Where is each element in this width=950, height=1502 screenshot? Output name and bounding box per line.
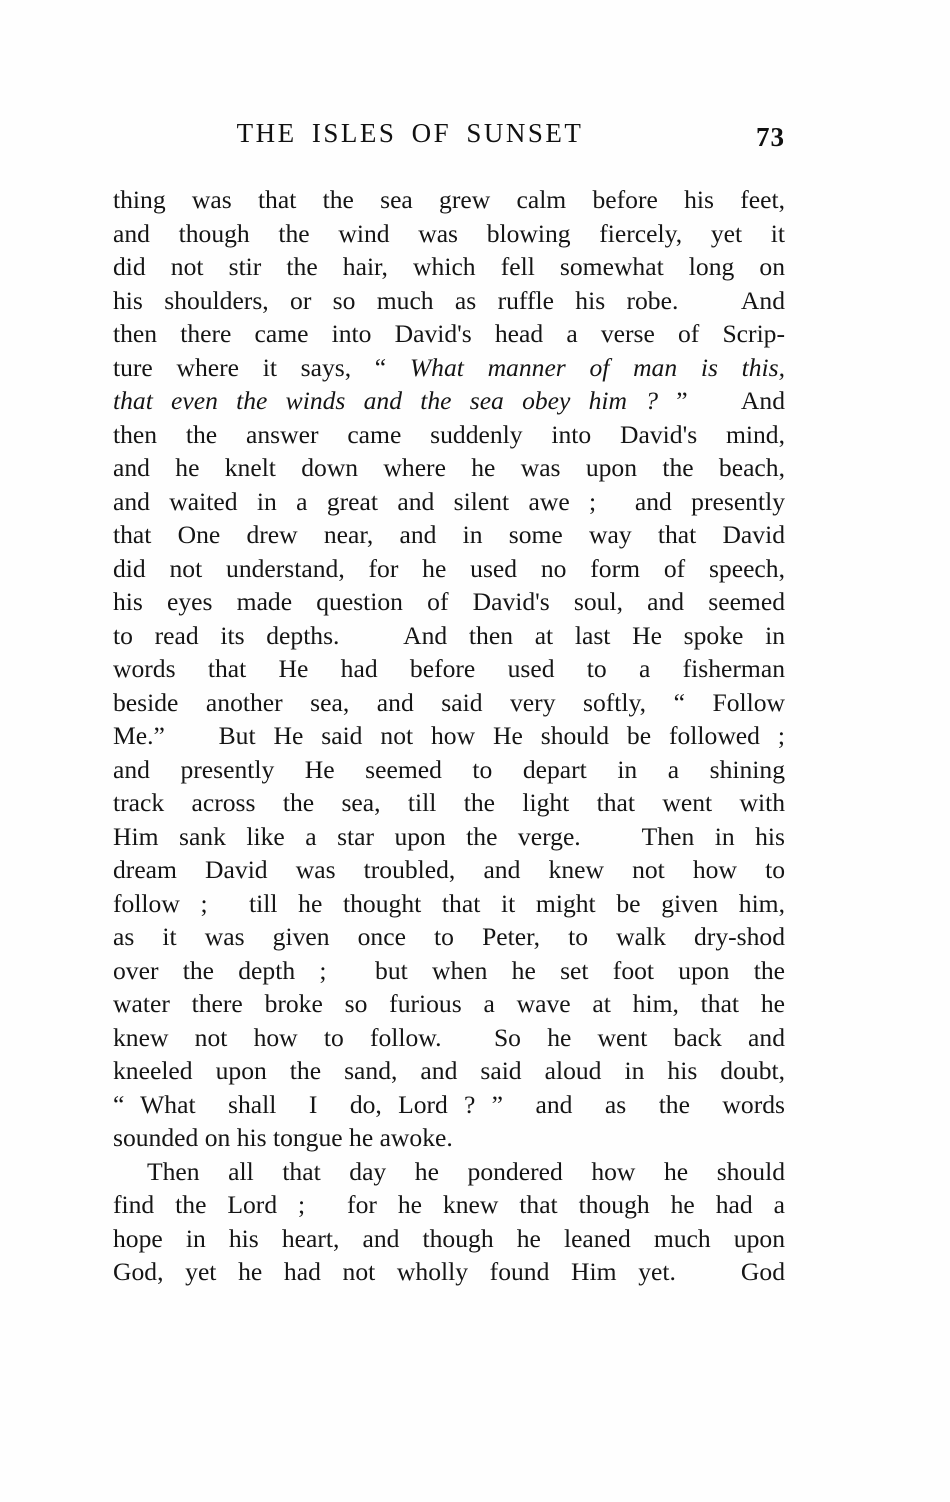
text-line: over the depth ; but when he set foot upon the	[113, 955, 785, 985]
text-line: his eyes made question of David's soul, and seemed	[113, 587, 785, 616]
text-line: thing was that the sea grew calm before his feet,	[113, 185, 785, 214]
text-line: that One drew near, and in some way that David	[113, 520, 785, 549]
text-line: knew not how to follow. So he went back and	[113, 1022, 785, 1052]
text-line: dream David was troubled, and knew not how to	[113, 855, 785, 884]
text-line: God, yet he had not wholly found Him yet. God	[113, 1257, 785, 1286]
page-header	[115, 118, 785, 162]
text-line: sounded on his tongue he awoke.	[113, 1123, 453, 1152]
text-line: ture where it says, “ What manner of man is this,	[113, 352, 785, 382]
running-title: THE ISLES OF SUNSET	[236, 118, 584, 148]
text-line: Me.” But He said not how He should be followed ;	[113, 721, 785, 750]
paragraph	[113, 1155, 785, 1289]
paragraph	[113, 183, 785, 1155]
text-line: did not understand, for he used no form of speech,	[113, 553, 785, 583]
text-line: follow ; till he thought that it might be given him,	[113, 888, 785, 918]
text-line: water there broke so furious a wave at him, that he	[113, 989, 785, 1018]
text-line: Him sank like a star upon the verge. Then in his	[113, 821, 785, 851]
text-line: his shoulders, or so much as ruffle his robe. And	[113, 285, 785, 315]
page-body	[113, 183, 785, 1289]
text-line: then the answer came suddenly into David's mind,	[113, 419, 785, 449]
text-line: hope in his heart, and though he leaned much upon	[113, 1223, 785, 1253]
italic-quote: that even the winds and the sea obey him ?	[113, 386, 659, 415]
text-line: “ What shall I do, Lord ? ” and as the words	[113, 1089, 785, 1119]
text-line: then there came into David's head a verse of Scrip-	[113, 319, 785, 348]
text-line: words that He had before used to a fisherman	[113, 654, 785, 683]
text-line: Then all that day he pondered how he should	[147, 1156, 785, 1186]
text-line: that even the winds and the sea obey him ? ” And	[113, 386, 785, 415]
text-line: kneeled upon the sand, and said aloud in his doubt,	[113, 1056, 785, 1085]
text-line: beside another sea, and said very softly, “ Follow	[113, 687, 785, 717]
text-line: and he knelt down where he was upon the beach,	[113, 453, 785, 482]
text-line: and presently He seemed to depart in a shining	[113, 754, 785, 784]
page-number: 73	[756, 122, 785, 152]
text-line: to read its depths. And then at last He spoke in	[113, 620, 785, 650]
italic-quote: What manner of man is this,	[409, 352, 785, 382]
text-line: track across the sea, till the light that went with	[113, 788, 785, 817]
text-line: find the Lord ; for he knew that though he had a	[113, 1190, 785, 1219]
text-line: did not stir the hair, which fell somewhat long on	[113, 252, 785, 281]
text-line: and though the wind was blowing fiercely, yet it	[113, 218, 785, 248]
text-line: and waited in a great and silent awe ; and presently	[113, 486, 785, 516]
text-line: as it was given once to Peter, to walk dry-shod	[113, 922, 785, 951]
